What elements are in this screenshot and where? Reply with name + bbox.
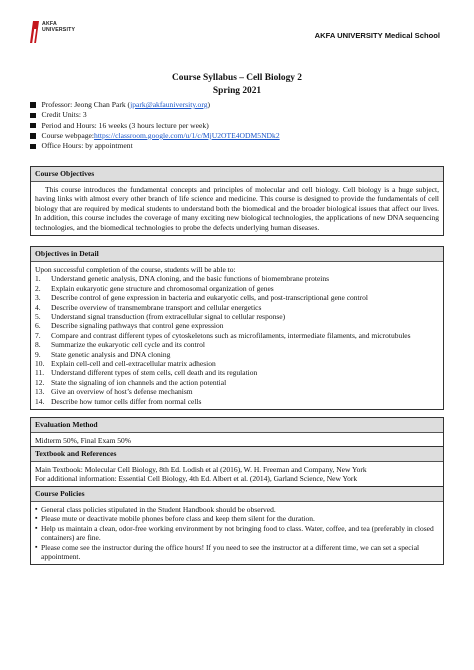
detail-item — [35, 359, 439, 368]
webpage-link[interactable]: https://classroom.google.com/u/1/c/MjU2OTE4ODM5NDk2 — [94, 130, 280, 140]
info-period — [30, 121, 280, 131]
akfa-logo-mark-icon — [30, 21, 39, 43]
course-info — [30, 100, 280, 151]
evaluation-text: Midterm 50%, Final Exam 50% — [35, 436, 132, 445]
detail-item-number: 11. — [35, 368, 45, 378]
professor-email-link[interactable]: jpark@akfauniversity.org — [130, 100, 208, 109]
detail-item — [35, 387, 439, 396]
detail-item — [35, 274, 439, 283]
detail-item — [35, 321, 439, 330]
detail-item-text: Describe how tumor cells differ from normal cells — [51, 396, 202, 406]
detail-item — [35, 378, 439, 387]
policy-item — [35, 505, 439, 514]
evaluation-heading: Evaluation Method — [31, 418, 443, 433]
detail-item-number: 1. — [35, 274, 41, 284]
detail-item-number: 5. — [35, 312, 41, 322]
akfa-logo — [30, 21, 110, 49]
policy-bullet-icon: ▪ — [35, 514, 38, 523]
policy-text: Help us maintain a clean, odor-free working environment by not bringing food to class. Water, coffee, and tea (preferably in closed containers) are fine. — [41, 523, 434, 543]
textbook-section — [30, 446, 444, 488]
professor-label: Professor: Jeong Chan Park ( — [41, 100, 131, 109]
policy-item — [35, 543, 439, 562]
bullet-square-icon — [30, 102, 36, 108]
school-name: AKFA UNIVERSITY Medical School — [314, 31, 440, 40]
detail-item-number: 3. — [35, 293, 41, 303]
policies-body — [31, 502, 443, 564]
objectives-section — [30, 166, 444, 236]
detail-item-number: 13. — [35, 387, 45, 397]
webpage-label: Course webpage: — [41, 130, 95, 140]
detail-item-text: Describe overview of transmembrane transport and cellular energetics — [51, 302, 262, 312]
title-line2: Spring 2021 — [212, 85, 262, 96]
info-professor — [30, 100, 280, 110]
bullet-square-icon — [30, 133, 36, 139]
policy-text: Please mute or deactivate mobile phones before class and keep them silent for the duration. — [41, 514, 315, 524]
detail-item-number: 8. — [35, 340, 41, 350]
detail-item — [35, 303, 439, 312]
detail-item — [35, 397, 439, 406]
policies-section — [30, 486, 444, 565]
detail-item-text: Understand different types of stem cells, cell death and its regulation — [51, 368, 258, 378]
detail-item-text: Understand genetic analysis, DNA cloning, and the basic functions of biomembrane proteins — [51, 274, 330, 284]
logo-text-line1: AKFA — [42, 21, 57, 27]
detail-item-text: State the signaling of ion channels and the action potential — [51, 377, 227, 387]
detail-intro: Upon successful completion of the course, students will be able to: — [35, 265, 236, 274]
detail-item — [35, 350, 439, 359]
textbook-additional: For additional information: Essential Cell Biology, 4th Ed. Albert et al. (2014), Garland Science, New York — [35, 474, 358, 484]
credit-units: Credit Units: 3 — [41, 110, 87, 120]
detail-item-text: Explain cell-cell and cell-extracellular matrix adhesion — [51, 359, 216, 369]
textbook-heading: Textbook and References — [31, 447, 443, 462]
detail-item-text: Understand signal transduction (from extracellular signal to cellular response) — [51, 312, 286, 322]
detail-item-text: Compare and contrast different types of cytoskeletons such as microfilaments, intermediate filaments, and microtubules — [51, 330, 411, 340]
detail-section — [30, 246, 444, 410]
detail-item-number: 7. — [35, 330, 41, 340]
detail-item — [35, 368, 439, 377]
objectives-heading: Course Objectives — [31, 167, 443, 182]
bullet-square-icon — [30, 113, 36, 119]
professor-close: ) — [207, 100, 211, 109]
detail-item-number: 2. — [35, 283, 41, 293]
info-credit — [30, 110, 280, 120]
info-office — [30, 141, 280, 151]
textbook-main: Main Textbook: Molecular Cell Biology, 8th Ed. Lodish et al (2016), W. H. Freeman and Company, New York — [35, 465, 367, 474]
info-webpage — [30, 131, 280, 141]
policy-bullet-icon: ▪ — [35, 542, 38, 551]
policies-heading: Course Policies — [31, 487, 443, 502]
detail-item-text: Describe control of gene expression in bacteria and eukaryotic cells, and post-transcriptional gene control — [51, 293, 368, 303]
policies-list — [35, 505, 439, 561]
detail-body — [31, 262, 443, 409]
detail-item — [35, 284, 439, 293]
bullet-square-icon — [30, 123, 36, 129]
detail-item — [35, 340, 439, 349]
period-hours: Period and Hours: 16 weeks (3 hours lecture per week) — [41, 120, 209, 130]
policy-text: Please come see the instructor during the office hours! If you need to see the instructor at a different time, we can set a special appointment. — [41, 542, 420, 562]
detail-item-number: 14. — [35, 396, 45, 406]
detail-item-number: 10. — [35, 359, 45, 369]
detail-item-text: Explain eukaryotic gene structure and chromosomal organization of genes — [51, 283, 274, 293]
evaluation-section — [30, 417, 444, 449]
detail-item-text: Summarize the eukaryotic cell cycle and its control — [51, 340, 205, 350]
detail-item-text: Give an overview of host’s defense mechanism — [51, 387, 193, 397]
policy-text: General class policies stipulated in the Student Handbook should be observed. — [41, 505, 276, 514]
detail-heading: Objectives in Detail — [31, 247, 443, 262]
document-title — [0, 72, 474, 97]
title-line1: Course Syllabus – Cell Biology 2 — [172, 73, 302, 83]
detail-item-number: 12. — [35, 377, 45, 387]
bullet-square-icon — [30, 144, 36, 150]
objectives-text: This course introduces the fundamental concepts and principles of molecular and cell biology. Cell biology is a huge subject, having links with almost every other branch of life science and medicine. This course is designed to provide the fundamentals of cell biology that are required by medical students to understand both the biomedical and the broader biological issues that affect our lives. In addition, this course includes the coverage of many exciting new biological technologies, the applications of new DNA sequencing technologies, and the biomedical technologies to probe the defects underlying human diseases. — [35, 185, 439, 232]
policy-bullet-icon: ▪ — [35, 505, 38, 513]
policy-item — [35, 514, 439, 523]
policy-item — [35, 524, 439, 543]
policy-bullet-icon: ▪ — [35, 523, 38, 532]
detail-item-text: State genetic analysis and DNA cloning — [51, 349, 171, 359]
logo-text — [42, 21, 75, 34]
logo-text-line2: UNIVERSITY — [42, 27, 76, 34]
detail-item — [35, 312, 439, 321]
textbook-body — [31, 462, 443, 487]
detail-item-number: 4. — [35, 302, 41, 312]
detail-item-number: 9. — [35, 349, 41, 359]
detail-item — [35, 331, 439, 340]
office-hours: Office Hours: by appointment — [41, 141, 133, 151]
detail-item — [35, 293, 439, 302]
detail-list — [35, 274, 439, 406]
detail-item-number: 6. — [35, 321, 41, 331]
detail-item-text: Describe signaling pathways that control gene expression — [51, 321, 224, 331]
